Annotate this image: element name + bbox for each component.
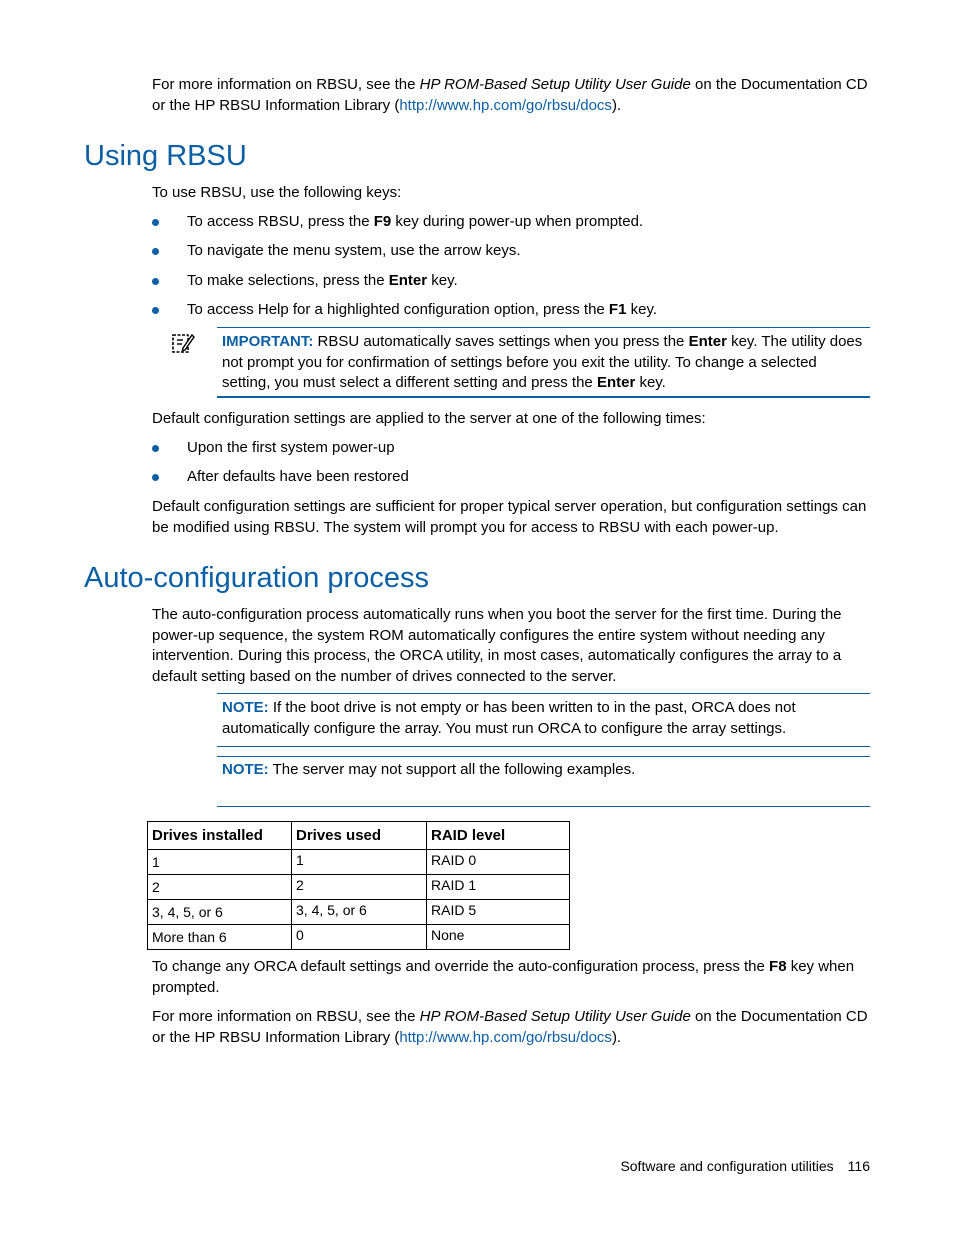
- outro-rbsu-link[interactable]: http://www.hp.com/go/rbsu/docs: [399, 1028, 612, 1046]
- note-label: NOTE:: [222, 699, 269, 716]
- using-rbsu-heading: Using RBSU: [84, 140, 247, 172]
- note2-top-rule: [217, 756, 870, 757]
- raid-table: [147, 821, 570, 950]
- table-cell: 3, 4, 5, or 6: [148, 900, 292, 925]
- note-label: NOTE:: [222, 761, 269, 778]
- intro-text-2: on the Documentation CD or the HP RBSU Information Library (: [152, 76, 868, 114]
- table-cell: RAID 1: [427, 875, 570, 900]
- key-f9: F9: [373, 213, 392, 230]
- table-cell: RAID 5: [427, 900, 570, 925]
- note1-top-rule: [217, 693, 870, 694]
- key-enter: Enter: [388, 272, 428, 289]
- table-cell: RAID 0: [427, 850, 570, 875]
- defaults-lead: Default configuration settings are applied to the server at one of the following times:: [152, 410, 706, 427]
- key-f8: F8: [769, 958, 787, 975]
- column-header: Drives used: [292, 822, 427, 850]
- outro-text-1: For more information on RBSU, see the: [152, 1008, 420, 1025]
- page-footer: [620, 1158, 870, 1174]
- intro-text-1: For more information on RBSU, see the: [152, 76, 420, 93]
- defaults-note: Default configuration settings are sufficient for proper typical server operation, but configuration settings can be modified using RBSU. The system will prompt you for access to RBSU with each power-up.: [152, 498, 867, 536]
- intro-rbsu-link[interactable]: http://www.hp.com/go/rbsu/docs: [399, 96, 612, 114]
- table-row: [148, 850, 570, 875]
- outro-text-2: on the Documentation CD or the HP RBSU Information Library (: [152, 1008, 868, 1046]
- outro-text-3: ).: [611, 1028, 622, 1046]
- table-row: [148, 900, 570, 925]
- important-note-icon: [171, 331, 195, 355]
- auto-config-body: The auto-configuration process automatically runs when you boot the server for the first time. During the power-up sequence, the system ROM automatically configures the entire system without needing any intervention. During this process, the ORCA utility, in most cases, automatically configures the array to a default setting based on the number of drives connected to the server.: [152, 606, 842, 685]
- bullet-dot-icon: [152, 248, 159, 255]
- column-header: RAID level: [427, 822, 570, 850]
- table-cell: None: [427, 925, 570, 950]
- table-cell: More than 6: [148, 925, 292, 950]
- bullet-dot-icon: [152, 474, 159, 481]
- table-cell: 2: [148, 875, 292, 900]
- using-rbsu-lead: To use RBSU, use the following keys:: [152, 184, 402, 201]
- note2-bottom-rule: [217, 806, 870, 807]
- important-label: IMPORTANT:: [222, 333, 314, 350]
- table-row: [148, 925, 570, 950]
- key-f1: F1: [608, 301, 627, 318]
- bullet-dot-icon: [152, 219, 159, 226]
- table-cell: 1: [148, 850, 292, 875]
- intro-paragraph: [152, 75, 870, 116]
- auto-config-heading: Auto-configuration process: [84, 562, 429, 594]
- table-cell: 2: [292, 875, 427, 900]
- outro-paragraph: [152, 1007, 870, 1048]
- note1-bottom-rule: [217, 746, 870, 747]
- important-top-rule: [217, 327, 870, 328]
- column-header: Drives installed: [148, 822, 292, 850]
- intro-text-3: ).: [611, 96, 622, 114]
- footer-section-title: Software and configuration utilities: [620, 1158, 834, 1174]
- orca-override-paragraph: To change any ORCA default settings and override the auto-configuration process, press the F8 key when prompted.: [152, 958, 855, 996]
- important-note: IMPORTANT: RBSU automatically saves settings when you press the Enter key. The utility does not prompt you for confirmation of settings before you exit the utility. To change a selected setting, you must select a different setting and press the Enter key.: [222, 333, 863, 392]
- intro-guide-title: HP ROM-Based Setup Utility User Guide: [419, 76, 691, 93]
- bullet-dot-icon: [152, 445, 159, 452]
- note-boot-drive: NOTE: If the boot drive is not empty or has been written to in the past, ORCA does not automatically configure the array. You must run ORCA to configure the array settings.: [222, 699, 796, 737]
- table-header-row: [148, 822, 570, 850]
- bullet-dot-icon: [152, 278, 159, 285]
- table-cell: 3, 4, 5, or 6: [292, 900, 427, 925]
- table-cell: 0: [292, 925, 427, 950]
- bullet-dot-icon: [152, 307, 159, 314]
- table-cell: 1: [292, 850, 427, 875]
- note-examples: NOTE: The server may not support all the following examples.: [222, 761, 636, 778]
- outro-guide-title: HP ROM-Based Setup Utility User Guide: [419, 1008, 691, 1025]
- important-bottom-rule: [217, 396, 870, 398]
- page-number: 116: [847, 1158, 870, 1174]
- table-row: [148, 875, 570, 900]
